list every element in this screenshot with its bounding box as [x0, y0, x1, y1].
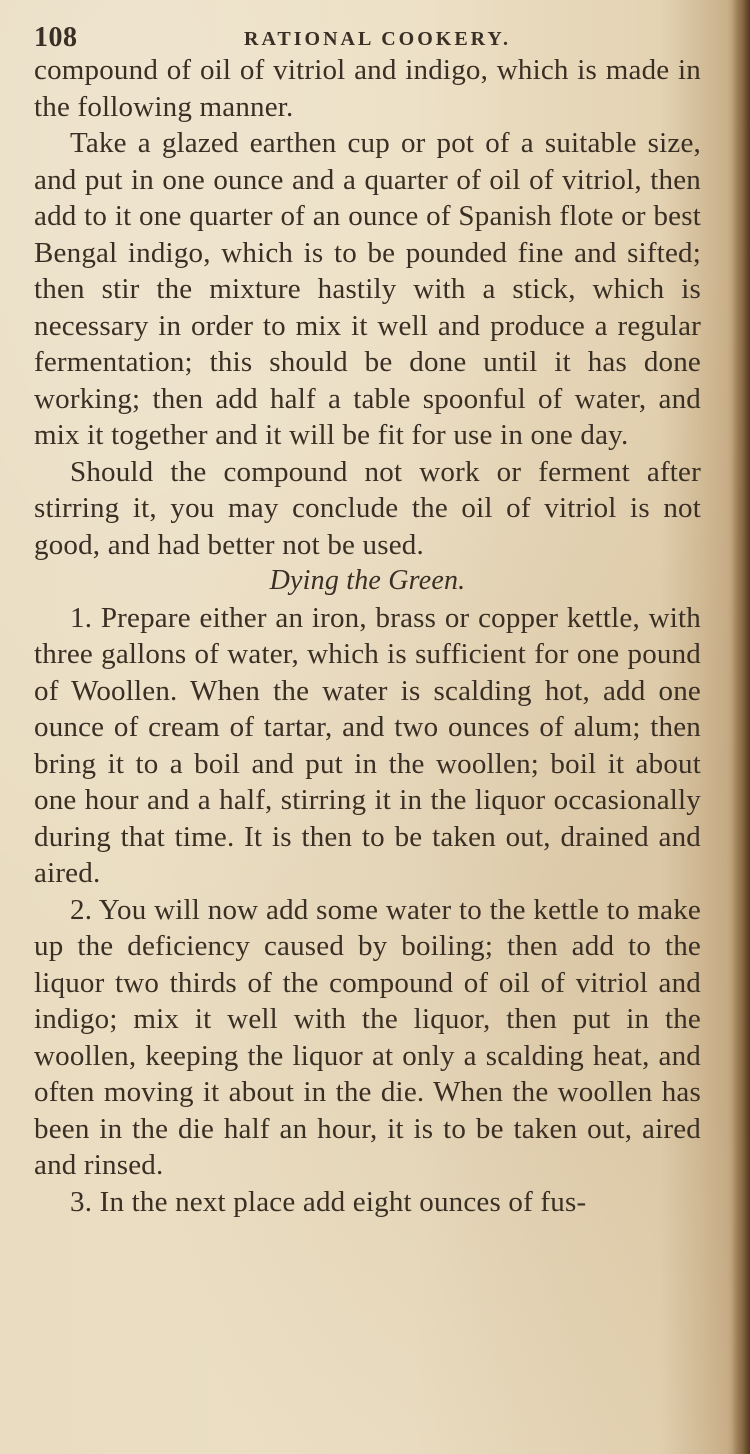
page-number: 108: [34, 22, 78, 53]
step-3: 3. In the next place add eight ounces of fus-: [70, 1185, 587, 1218]
paragraph-compound-method: Take a glazed earthen cup or pot of a suitable size, and put in one ounce and a quarter of oil of vitriol, then add to it one quarter of an ounce of Spanish flote or best Bengal indigo, which is to be pounded fine and sifted; then stir the mixture hastily with a stick, which is necessary in order to mix it well and produce a regular fermentation; this should be done until it has done working; then add half a table spoonful of water, and mix it together and it will be fit for use in one day.: [34, 127, 701, 451]
section-title: Dying the Green.: [269, 565, 466, 596]
paragraph-continuation: compound of oil of vitriol and indigo, which is made in the following manner.: [34, 54, 701, 123]
body-text: [34, 52, 701, 1220]
paragraph-compound-warning: Should the compound not work or ferment after stirring it, you may conclude the oil of vitriol is not good, and had better not be used.: [34, 455, 701, 561]
page-edge-shadow: [732, 0, 750, 1454]
step-2: 2. You will now add some water to the kettle to make up the deficiency caused by boiling; then add to the liquor two thirds of the compound of oil of vitriol and indigo; mix it well with the liquor, then put in the woollen, keeping the liquor at only a scalding heat, and often moving it about in the die. When the woollen has been in the die half an hour, it is to be taken out, aired and rinsed.: [34, 893, 701, 1181]
running-head: RATIONAL COOKERY.: [244, 28, 512, 50]
step-1: 1. Prepare either an iron, brass or copper kettle, with three gallons of water, which is sufficient for one pound of Woollen. When the water is scalding hot, add one ounce of cream of tartar, and two ounces of alum; then bring it to a boil and put in the woollen; boil it about one hour and a half, stirring it in the liquor occasionally during that time. It is then to be taken out, drained and aired.: [34, 601, 701, 889]
